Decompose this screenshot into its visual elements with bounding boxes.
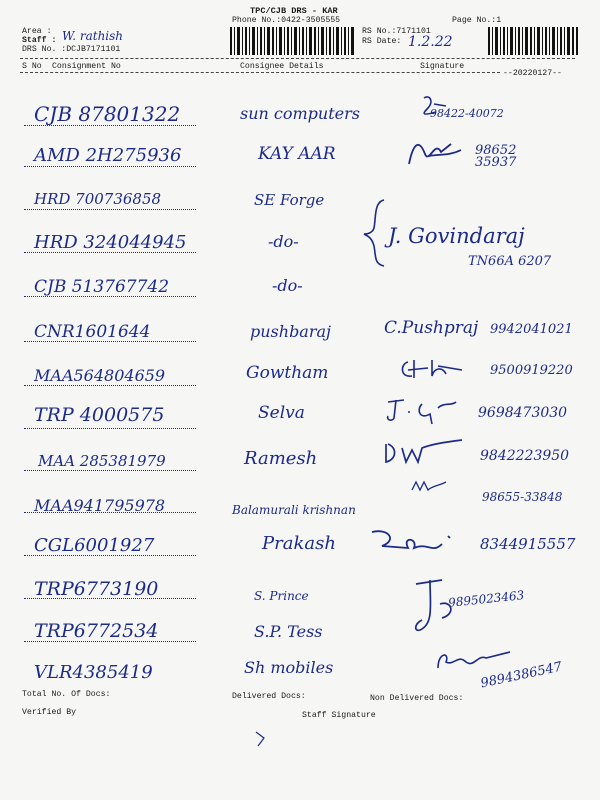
phone-note: 9500919220	[490, 363, 573, 378]
consignment-no: HRD 324044945	[34, 232, 187, 253]
signature-scribble	[434, 648, 514, 672]
signature-name: C.Pushpraj	[384, 318, 479, 338]
drs-number: DRS No. :DCJB7171101	[22, 45, 121, 54]
consignment-no: VLR4385419	[34, 662, 153, 683]
consignment-no: MAA 285381979	[38, 452, 166, 470]
row-rule	[24, 166, 196, 167]
consignment-no: MAA564804659	[34, 366, 166, 385]
phone-note: 98655-33848	[482, 490, 563, 504]
row-rule	[24, 641, 196, 642]
consignee-name: pushbaraj	[250, 322, 331, 341]
consignment-no: CGL6001927	[34, 535, 155, 556]
row-rule	[24, 296, 196, 297]
signature-scribble	[420, 92, 450, 122]
page-number: Page No.:1	[452, 16, 502, 25]
staff-name-handwritten: W. rathish	[62, 29, 124, 43]
signature-scribble	[382, 396, 462, 426]
phone-note: 9894386547	[479, 659, 564, 692]
row-rule	[24, 209, 196, 210]
phone-note: 8344915557	[480, 535, 576, 553]
consignee-name: Gowtham	[246, 363, 329, 383]
footer-mark	[254, 730, 268, 748]
col-signature: Signature	[420, 62, 465, 71]
consignment-no: TRP 4000575	[34, 404, 165, 426]
header-rule-bottom	[20, 72, 500, 73]
consignment-no: CJB 513767742	[34, 277, 170, 297]
area-label: Area :	[22, 27, 52, 36]
phone-note: 9895023463	[447, 588, 525, 610]
col-consignee: Consignee Details	[240, 62, 324, 71]
signature-scribble	[368, 526, 468, 556]
signature-note: 98422-40072	[430, 107, 504, 120]
consignment-no: MAA941795978	[34, 496, 166, 515]
consignment-no: TRP6772534	[34, 620, 159, 642]
rs-number: RS No.:7171101	[362, 27, 431, 36]
row-rule	[24, 341, 196, 342]
consignment-no: TRP6773190	[34, 578, 159, 600]
consignment-no: AMD 2H275936	[34, 145, 182, 166]
consignee-name: sun computers	[240, 104, 360, 123]
delivered-docs-label: Delivered Docs:	[232, 692, 306, 701]
rs-date-label: RS Date:	[362, 37, 402, 46]
row-rule	[24, 470, 196, 471]
batch-code: --20220127--	[503, 69, 562, 78]
total-docs-label: Total No. Of Docs:	[22, 690, 111, 699]
col-consignment: Consignment No	[52, 62, 121, 71]
signature-scribble	[410, 478, 450, 494]
staff-label: Staff :	[22, 36, 57, 45]
barcode-right	[488, 27, 578, 55]
row-rule	[24, 598, 196, 599]
verified-by-label: Verified By	[22, 708, 77, 717]
signature-scribble	[398, 356, 468, 382]
staff-signature-label: Staff Signature	[302, 711, 376, 720]
signature-name: J. Govindaraj	[388, 224, 525, 248]
consignee-name: S.P. Tess	[254, 622, 323, 641]
consignee-name: Balamurali krishnan	[232, 503, 356, 517]
consignee-name: KAY AAR	[258, 144, 336, 164]
row-rule	[24, 428, 196, 429]
signature-scribble	[382, 438, 466, 468]
consignee-name: -do-	[272, 276, 303, 295]
header-rule-top	[20, 58, 575, 59]
consignee-name: S. Prince	[254, 589, 309, 603]
row-rule	[24, 125, 196, 126]
phone-note: 9842223950	[480, 448, 570, 464]
phone-note: 98652 35937	[475, 143, 517, 170]
col-s-no: S No	[22, 62, 42, 71]
barcode-left	[230, 27, 355, 55]
consignment-no: HRD 700736858	[34, 190, 162, 208]
row-rule	[24, 512, 196, 513]
consignee-name: -do-	[268, 232, 299, 251]
vehicle-note: TN66A 6207	[468, 254, 552, 269]
consignee-name: Sh mobiles	[244, 658, 334, 677]
rs-date-handwritten: 1.2.22	[408, 34, 453, 50]
consignee-name: Ramesh	[244, 448, 318, 469]
row-rule	[24, 555, 196, 556]
consignee-name: Selva	[258, 403, 305, 423]
phone-note: 9698473030	[478, 405, 568, 421]
phone-number: Phone No.:0422-3505555	[232, 16, 341, 25]
consignee-name: Prakash	[262, 533, 336, 554]
consignee-name: SE Forge	[254, 191, 325, 209]
phone-note: 9942041021	[490, 322, 573, 337]
non-delivered-docs-label: Non Delivered Docs:	[370, 694, 464, 703]
row-rule	[24, 252, 196, 253]
row-rule	[24, 385, 196, 386]
consignment-no: CNR1601644	[34, 322, 151, 342]
company-line: TPC/CJB DRS - KAR	[250, 6, 338, 16]
consignment-no: CJB 87801322	[34, 102, 181, 126]
signature-scribble	[405, 134, 465, 170]
